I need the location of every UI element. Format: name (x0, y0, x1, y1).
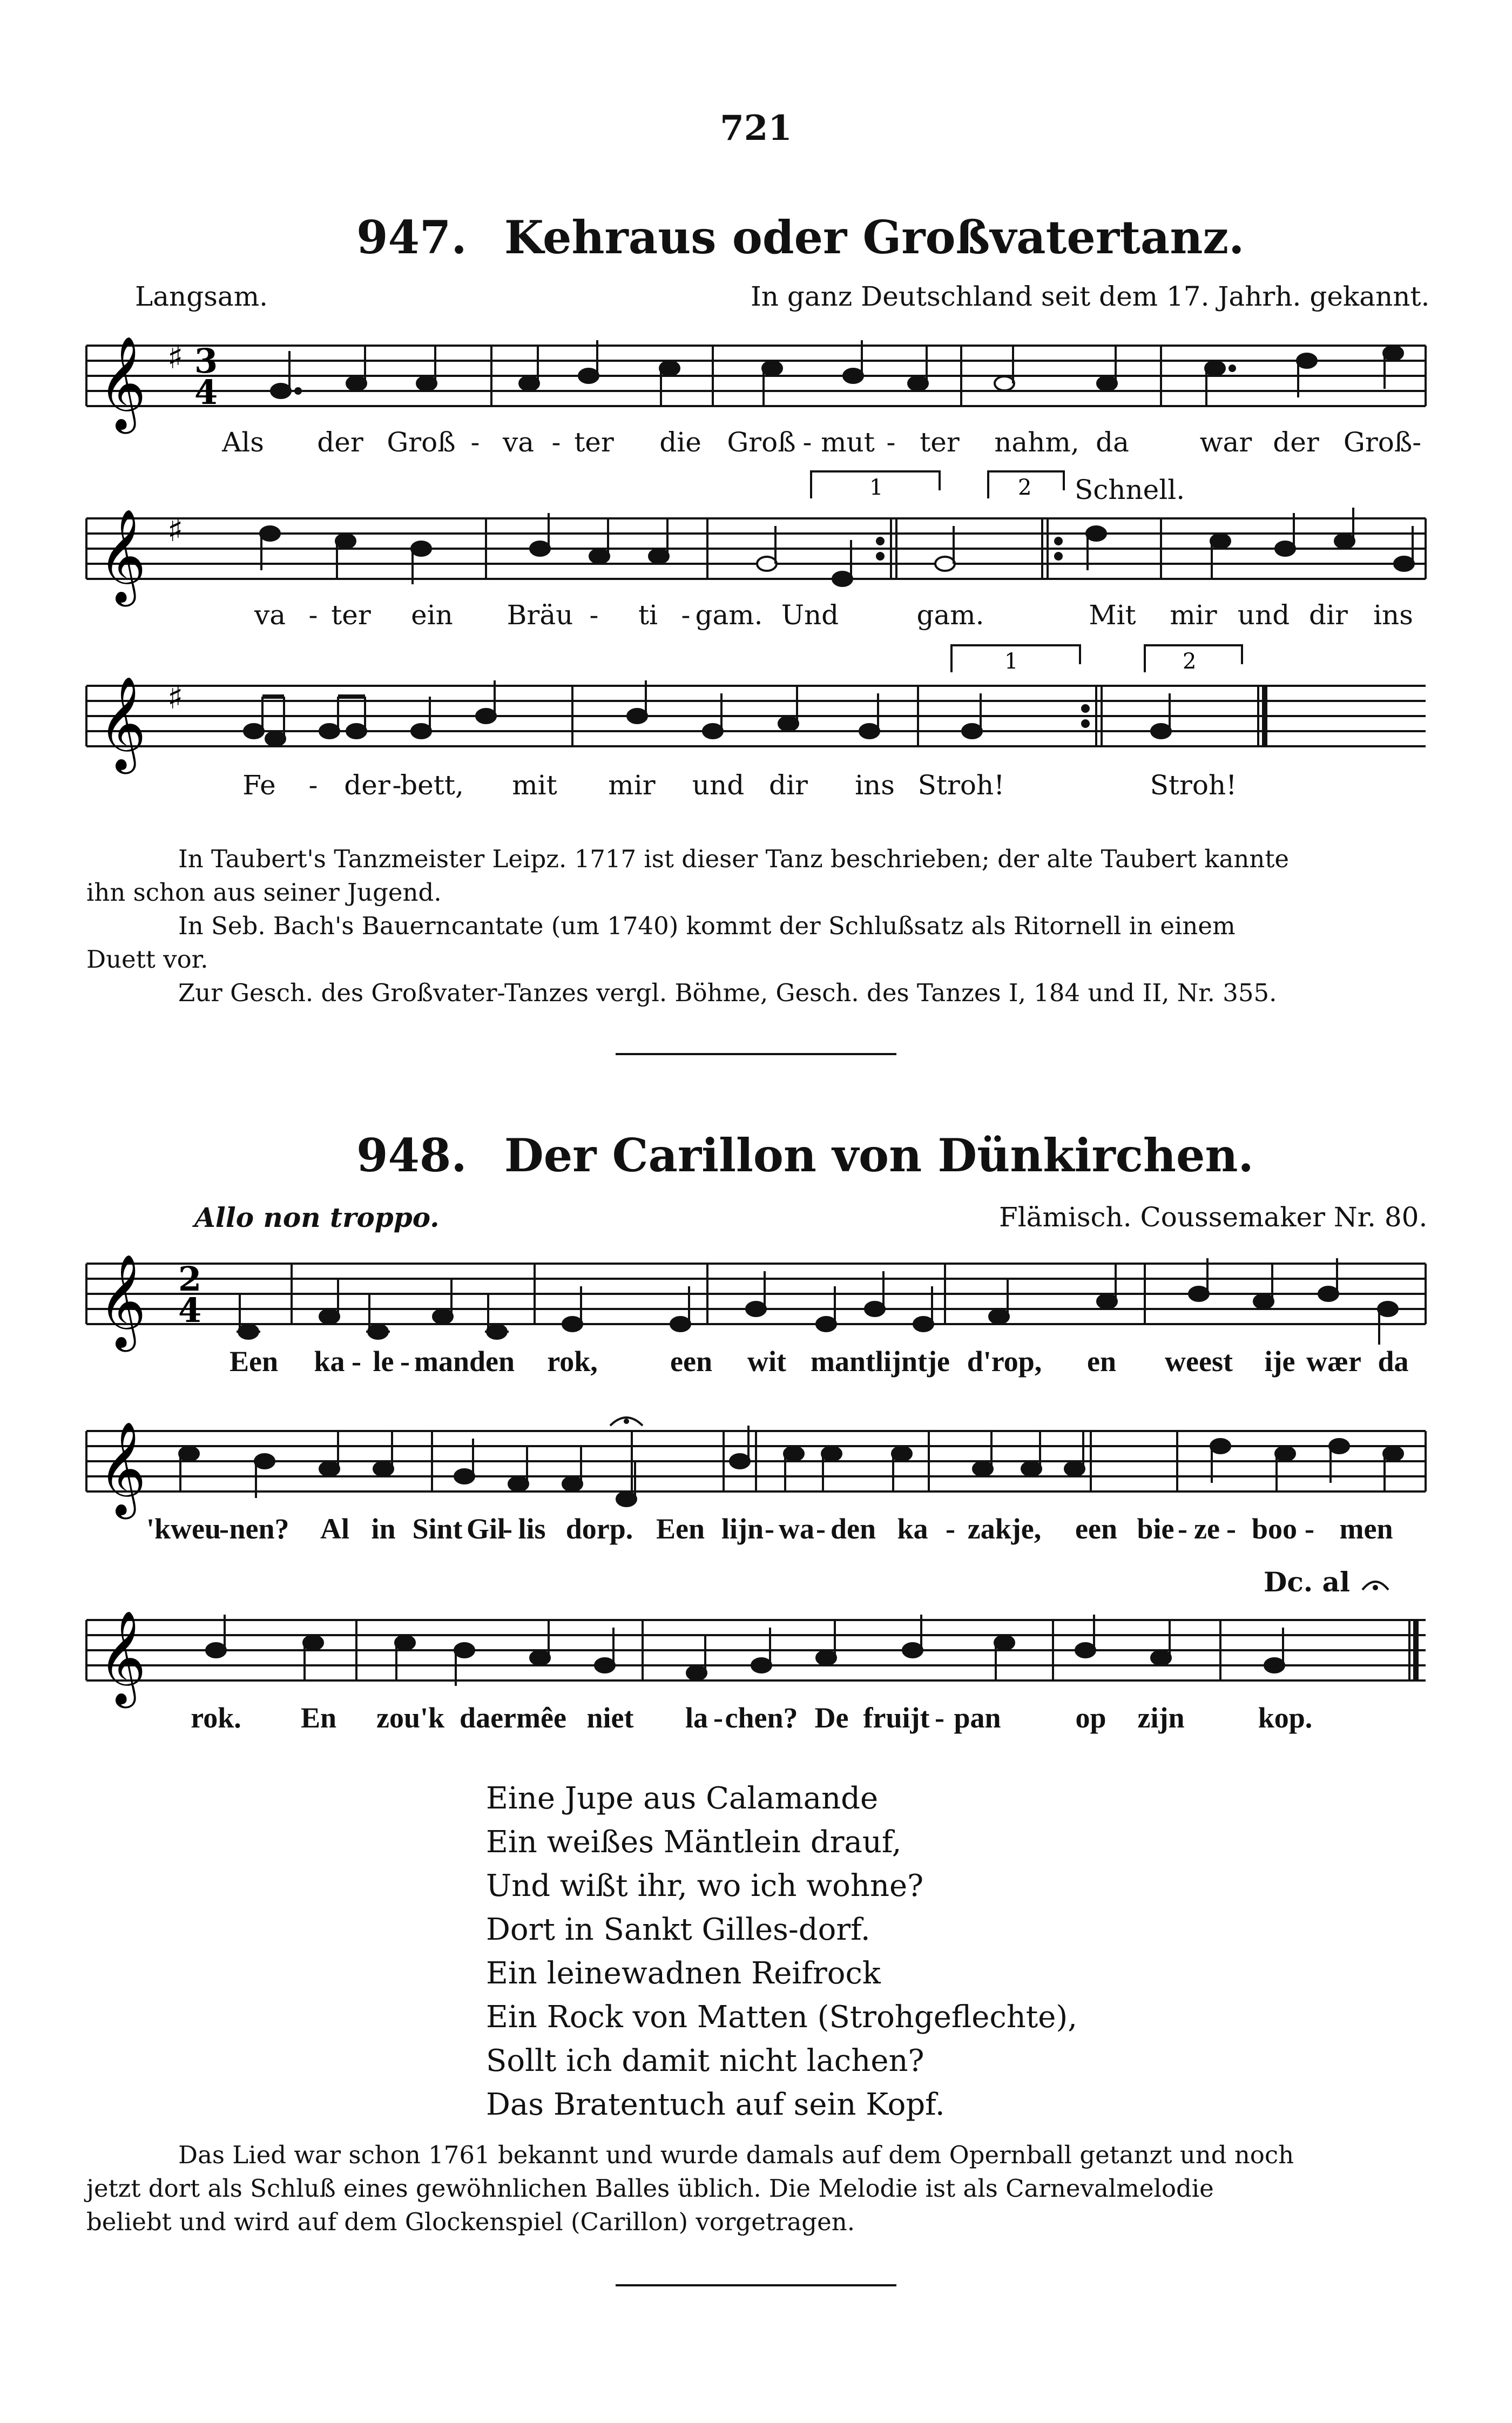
lyric-token: ins (855, 770, 895, 801)
song-947-note-3: In Seb. Bach's Bauerncantate (um 1740) kommt der Schlußsatz als Ritornell in einem (178, 912, 1236, 940)
svg-text:1: 1 (869, 475, 883, 500)
lyric-token: daermêe (460, 1702, 566, 1734)
lyric-token: - (470, 427, 480, 458)
poem-line: Sollt ich damit nicht lachen? (486, 2043, 924, 2078)
svg-text:♯: ♯ (167, 679, 184, 717)
lyric-token: nen? (229, 1513, 289, 1545)
lyric-token: Gil (466, 1513, 506, 1545)
lyric-token: da (1378, 1345, 1409, 1378)
lyric-token: ti (638, 599, 658, 631)
lyric-token: in (371, 1513, 396, 1545)
lyric-token: Al (320, 1513, 349, 1545)
song-948-tempo: Allo non troppo. (194, 1202, 440, 1233)
lyric-token: wa (779, 1513, 814, 1545)
song-948-note-1: Das Lied war schon 1761 bekannt und wurde damals auf dem Opernball getanzt und noch (178, 2141, 1294, 2169)
lyric-token: ein (411, 599, 453, 631)
staff-948-3 (86, 1609, 1436, 1704)
lyric-token: - (551, 427, 561, 458)
lyric-token: dir (769, 770, 808, 801)
lyric-token: ter (574, 427, 614, 458)
poem-line: Und wißt ihr, wo ich wohne? (486, 1868, 924, 1904)
lyric-token: men (1339, 1513, 1393, 1545)
lyric-token: nahm, (994, 427, 1079, 458)
lyrics-947-3 (0, 770, 1512, 802)
lyric-token: Als (222, 427, 264, 458)
svg-text:3: 3 (194, 341, 218, 381)
lyric-token: die (659, 427, 701, 458)
svg-text:♯: ♯ (167, 339, 184, 376)
svg-text:𝄞: 𝄞 (98, 336, 146, 430)
lyric-token: va (502, 427, 535, 458)
song-947-title: Kehraus oder Großvatertanz. (504, 211, 1245, 264)
lyric-token: lis (518, 1513, 546, 1545)
svg-text:𝄞: 𝄞 (98, 1421, 146, 1515)
poem-line: Ein Rock von Matten (Strohgeflechte), (486, 2000, 1078, 2035)
lyric-token: - (308, 599, 318, 631)
lyric-token: der (344, 770, 390, 801)
lyric-token: mit (512, 770, 557, 801)
lyric-token: weest (1165, 1345, 1233, 1378)
song-947-note-2: ihn schon aus seiner Jugend. (86, 878, 442, 907)
song-947-note-1: In Taubert's Tanzmeister Leipz. 1717 ist dieser Tanz beschrieben; der alte Taubert kannte (178, 845, 1290, 873)
svg-text:𝄞: 𝄞 (98, 1610, 146, 1704)
lyric-token: ka (897, 1513, 928, 1545)
lyric-token: Groß (387, 427, 456, 458)
lyric-token: Mit (1089, 599, 1136, 631)
lyric-token: - (1226, 1513, 1236, 1545)
staff-947-2-svg (86, 508, 1436, 603)
page-number: 721 (720, 108, 792, 149)
staff-947-3 (86, 675, 1436, 770)
song-948-note-3: beliebt und wird auf dem Glockenspiel (Carillon) vorgetragen. (86, 2208, 855, 2236)
lyric-token: war (1199, 427, 1252, 458)
lyric-token: und (1237, 599, 1290, 631)
lyric-token: - (765, 1513, 774, 1545)
lyric-token: - (935, 1702, 944, 1734)
song-947-tempo: Langsam. (135, 281, 268, 312)
ending-947-2a-1 (810, 469, 1091, 507)
section-divider-bottom (616, 2284, 896, 2286)
lyric-token: En (300, 1702, 337, 1734)
lyric-token: - (503, 1513, 512, 1545)
lyric-token: Sint (412, 1513, 463, 1545)
lyric-token: zijn (1137, 1702, 1185, 1734)
lyric-token: lijn (721, 1513, 764, 1545)
lyric-token: bett, (400, 770, 464, 801)
staff-948-3-svg (86, 1609, 1436, 1704)
poem-line: Ein leinewadnen Reifrock (486, 1956, 881, 1991)
lyric-token: ter (920, 427, 960, 458)
svg-text:4: 4 (178, 1291, 202, 1330)
lyric-token: rok. (191, 1702, 241, 1734)
lyric-token: gam. (695, 599, 763, 631)
svg-text:𝄞: 𝄞 (98, 676, 146, 770)
lyric-token: chen? (725, 1702, 798, 1734)
staff-947-2 (86, 508, 1436, 603)
lyric-token: De (814, 1702, 849, 1734)
poem-line: Dort in Sankt Gilles-dorf. (486, 1912, 870, 1947)
svg-text:1: 1 (1004, 649, 1018, 674)
lyric-token: d'rop, (967, 1345, 1042, 1378)
lyric-token: ze (1194, 1513, 1220, 1545)
fermata-icon (1359, 1574, 1392, 1595)
lyric-token: Und (781, 599, 839, 631)
lyric-token: Stroh! (1150, 770, 1237, 801)
lyric-token: gam. (916, 599, 984, 631)
lyric-token: manden (414, 1345, 515, 1378)
song-948-source: Flämisch. Coussemaker Nr. 80. (999, 1202, 1428, 1233)
lyric-token: Een (229, 1345, 279, 1378)
lyric-token: Bräu (507, 599, 573, 631)
lyric-token: ka (314, 1345, 345, 1378)
lyric-token: ije (1264, 1345, 1295, 1378)
lyric-token: pan (954, 1702, 1001, 1734)
song-948-note-2: jetzt dort als Schluß eines gewöhnlichen Balles üblich. Die Melodie ist als Carnevalmelodie (86, 2174, 1214, 2203)
lyric-token: wær (1306, 1345, 1361, 1378)
lyric-token: kop. (1258, 1702, 1313, 1734)
lyric-token: mantlijntje (811, 1345, 950, 1378)
lyric-token: bie (1137, 1513, 1174, 1545)
song-947-number: 947. (356, 211, 467, 264)
lyric-token: - (886, 427, 896, 458)
lyric-token: niet (586, 1702, 634, 1734)
svg-text:2: 2 (178, 1259, 202, 1299)
lyric-token: ter (331, 599, 371, 631)
lyrics-948-3 (0, 1701, 1512, 1733)
lyric-token: - (308, 770, 318, 801)
lyric-token: la (685, 1702, 708, 1734)
lyric-token: op (1075, 1702, 1106, 1734)
lyrics-948-2 (0, 1512, 1512, 1544)
lyric-token: Groß- (1343, 427, 1422, 458)
lyric-token: den (830, 1513, 876, 1545)
lyric-token: mir (1170, 599, 1217, 631)
lyric-token: een (1075, 1513, 1117, 1545)
lyric-token: - (816, 1513, 826, 1545)
lyrics-947-2 (0, 599, 1512, 632)
lyric-token: - (589, 599, 599, 631)
lyric-token: der (317, 427, 363, 458)
lyric-token: Stroh! (917, 770, 1005, 801)
staff-947-3-svg (86, 675, 1436, 770)
lyric-token: va (254, 599, 286, 631)
song-948-title: Der Carillon von Dünkirchen. (504, 1129, 1254, 1182)
svg-text:♯: ♯ (167, 511, 184, 549)
lyrics-947-1 (0, 427, 1512, 459)
svg-text:2: 2 (1018, 475, 1032, 500)
song-947-note-4: Duett vor. (86, 945, 208, 974)
svg-text:𝄞: 𝄞 (98, 509, 146, 603)
poem-line: Das Bratentuch auf sein Kopf. (486, 2087, 945, 2122)
song-948-heading (356, 1129, 1254, 1182)
song-947-note-5: Zur Gesch. des Großvater-Tanzes vergl. Böhme, Gesch. des Tanzes I, 184 und II, Nr. 355. (178, 978, 1277, 1007)
lyric-token: dir (1309, 599, 1348, 631)
lyric-token: wit (747, 1345, 786, 1378)
lyric-token: en (1087, 1345, 1116, 1378)
lyric-token: Een (656, 1513, 705, 1545)
staff-948-1 (86, 1253, 1436, 1348)
poem-line: Ein weißes Mäntlein drauf, (486, 1825, 902, 1860)
lyric-token: und (692, 770, 745, 801)
lyric-token: - (352, 1345, 361, 1378)
staff-947-1 (86, 335, 1436, 430)
lyric-token: le (373, 1345, 394, 1378)
da-capo-text: Dc. al (1264, 1566, 1351, 1598)
tempo-change-label: Schnell. (1075, 474, 1185, 505)
lyric-token: mut (821, 427, 875, 458)
lyric-token: - (400, 1345, 410, 1378)
lyric-token: - (681, 599, 691, 631)
lyric-token: Groß (727, 427, 796, 458)
lyric-token: - (392, 770, 402, 801)
lyric-token: fruijt (863, 1702, 930, 1734)
translation-poem (486, 1777, 1077, 2127)
lyric-token: Fe (242, 770, 276, 801)
lyric-token: - (946, 1513, 955, 1545)
section-divider (616, 1053, 896, 1055)
lyric-token: - (219, 1513, 229, 1545)
staff-947-1-svg (86, 335, 1436, 430)
staff-948-1-svg (86, 1253, 1436, 1348)
lyric-token: 'kweu (146, 1513, 221, 1545)
da-capo-label (1264, 1566, 1392, 1598)
lyric-token: - (1305, 1513, 1314, 1545)
lyric-token: - (713, 1702, 723, 1734)
song-947-heading (356, 211, 1244, 264)
svg-text:2: 2 (1183, 649, 1197, 674)
lyric-token: boo (1251, 1513, 1298, 1545)
song-948-number: 948. (356, 1129, 467, 1182)
lyric-token: een (670, 1345, 712, 1378)
lyric-token: ins (1373, 599, 1413, 631)
lyric-token: - (1178, 1513, 1187, 1545)
poem-line: Eine Jupe aus Calamande (486, 1781, 879, 1816)
svg-text:𝄞: 𝄞 (98, 1254, 146, 1348)
song-947-source: In ganz Deutschland seit dem 17. Jahrh. gekannt. (751, 281, 1430, 312)
lyric-token: - (802, 427, 812, 458)
lyric-token: da (1096, 427, 1129, 458)
lyric-token: zakje, (967, 1513, 1042, 1545)
lyrics-948-1 (0, 1345, 1512, 1377)
lyric-token: dorp. (565, 1513, 633, 1545)
svg-text:4: 4 (194, 373, 218, 412)
lyric-token: rok, (547, 1345, 598, 1378)
staff-948-2-svg (86, 1420, 1436, 1517)
staff-948-2 (86, 1420, 1436, 1517)
lyric-token: der (1273, 427, 1319, 458)
lyric-token: mir (608, 770, 656, 801)
lyric-token: zou'k (376, 1702, 445, 1734)
